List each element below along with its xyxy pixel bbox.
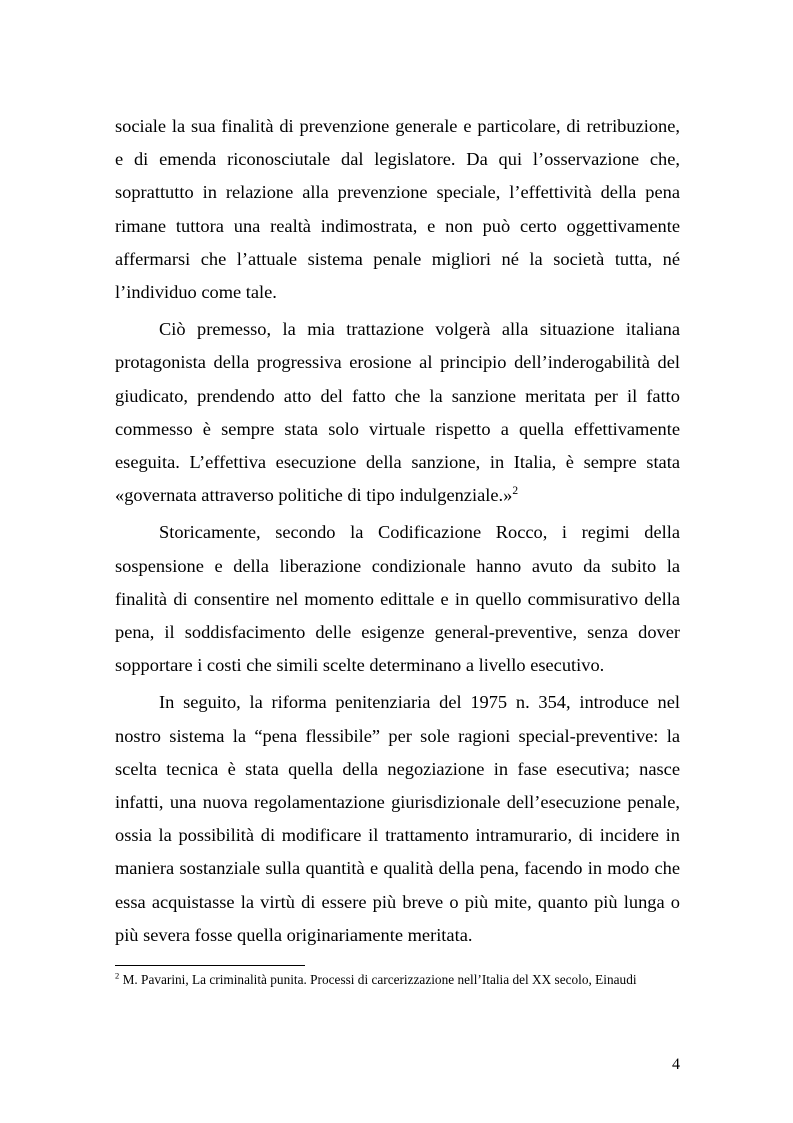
footnote [115,971,680,990]
footnote-separator [115,965,305,966]
paragraph-2 [115,313,680,512]
paragraph-2-text: Ciò premesso, la mia trattazione volgerà alla situazione italiana protagonista della progressiva erosione al principio dell’inderogabilità del giudicato, prendendo atto del fatto che la sanzione meritata per il fatto commesso è sempre stata solo virtuale rispetto a quella effettivamente eseguita. L’effettiva esecuzione della sanzione, in Italia, è sempre stata «governata attraverso politiche di tipo indulgenziale.» [115,319,680,506]
paragraph-1: sociale la sua finalità di prevenzione generale e particolare, di retribuzione, e di emenda riconosciutale dal legislatore. Da qui l’osservazione che, soprattutto in relazione alla prevenzione speciale, l’effettività della pena rimane tuttora una realtà indimostrata, e non può certo oggettivamente affermarsi che l’attuale sistema penale migliori né la società tutta, né l’individuo come tale. [115,116,680,303]
page-number: 4 [672,1056,680,1073]
body-text [115,110,680,956]
footnote-number: 2 [115,970,120,981]
footnote-text: M. Pavarini, La criminalità punita. Processi di carcerizzazione nell’Italia del XX secolo, Einaudi [122,972,637,987]
footnote-ref: 2 [512,485,519,498]
paragraph-4: In seguito, la riforma penitenziaria del 1975 n. 354, introduce nel nostro sistema la “pena flessibile” per sole ragioni special-preventive: la scelta tecnica è stata quella della negoziazione in fase esecutiva; nasce infatti, una nuova regolamentazione giurisdizionale dell’esecuzione penale, ossia la possibilità di modificare il trattamento intramurario, di incidere in maniera sostanziale sulla quantità e qualità della pena, facendo in modo che essa acquistasse la virtù di essere più breve o più mite, quanto più lunga o più severa fosse quella originariamente meritata. [115,692,680,945]
paragraph-3: Storicamente, secondo la Codificazione Rocco, i regimi della sospensione e della liberazione condizionale hanno avuto da subito la finalità di consentire nel momento edittale e in quello commisurativo della pena, il soddisfacimento delle esigenze general-preventive, senza dover sopportare i costi che simili scelte determinano a livello esecutivo. [115,522,680,676]
